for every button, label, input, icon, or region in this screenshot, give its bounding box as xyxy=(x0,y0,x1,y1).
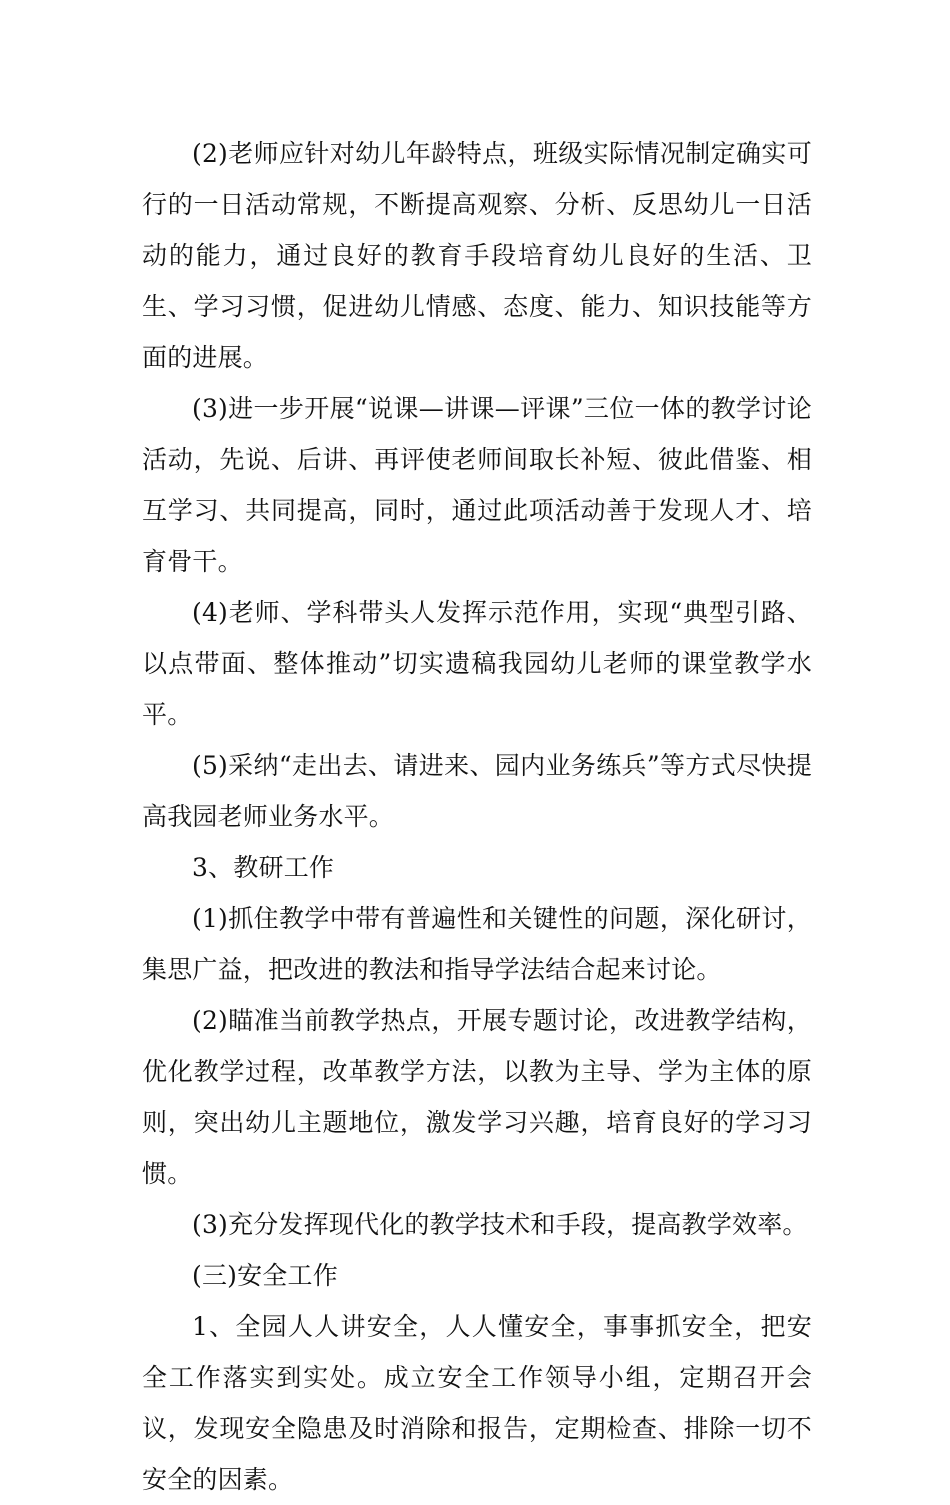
paragraph-training: (5)采纳“走出去、请进来、园内业务练兵”等方式尽快提高我园老师业务水平。 xyxy=(142,751,812,831)
paragraph-demonstration: (4)老师、学科带头人发挥示范作用，实现“典型引路、以点带面、整体推动”切实遗稿我园幼儿老师的课堂教学水平。 xyxy=(142,598,812,729)
paragraph-research-1: (1)抓住教学中带有普遍性和关键性的问题，深化研讨，集思广益，把改进的教法和指导学法结合起来讨论。 xyxy=(142,904,812,984)
paragraph-lesson-review: (3)进一步开展“说课—讲课—评课”三位一体的教学讨论活动，先说、后讲、再评使老师间取长补短、彼此借鉴、相互学习、共同提高，同时，通过此项活动善于发现人才、培育骨干。 xyxy=(142,394,812,576)
paragraph-research-3: (3)充分发挥现代化的教学技术和手段，提高教学效率。 xyxy=(192,1210,808,1239)
paragraph-safety-1: 1、全园人人讲安全，人人懂安全，事事抓安全，把安全工作落实到实处。成立安全工作领导小组，定期召开会议，发现安全隐患及时消除和报告，定期检查、排除一切不安全的因素。 xyxy=(142,1312,812,1494)
document-body xyxy=(142,128,812,1505)
section-heading-teaching-research: 3、教研工作 xyxy=(192,853,335,882)
paragraph-research-2: (2)瞄准当前教学热点，开展专题讨论，改进教学结构，优化教学过程，改革教学方法，以教为主导、学为主体的原则，突出幼儿主题地位，激发学习兴趣，培育良好的学习习惯。 xyxy=(142,1006,812,1188)
section-heading-safety: (三)安全工作 xyxy=(192,1261,338,1290)
paragraph-teacher-routine: (2)老师应针对幼儿年龄特点，班级实际情况制定确实可行的一日活动常规，不断提高观察、分析、反思幼儿一日活动的能力，通过良好的教育手段培育幼儿良好的生活、卫生、学习习惯，促进幼儿情感、态度、能力、知识技能等方面的进展。 xyxy=(142,139,812,372)
